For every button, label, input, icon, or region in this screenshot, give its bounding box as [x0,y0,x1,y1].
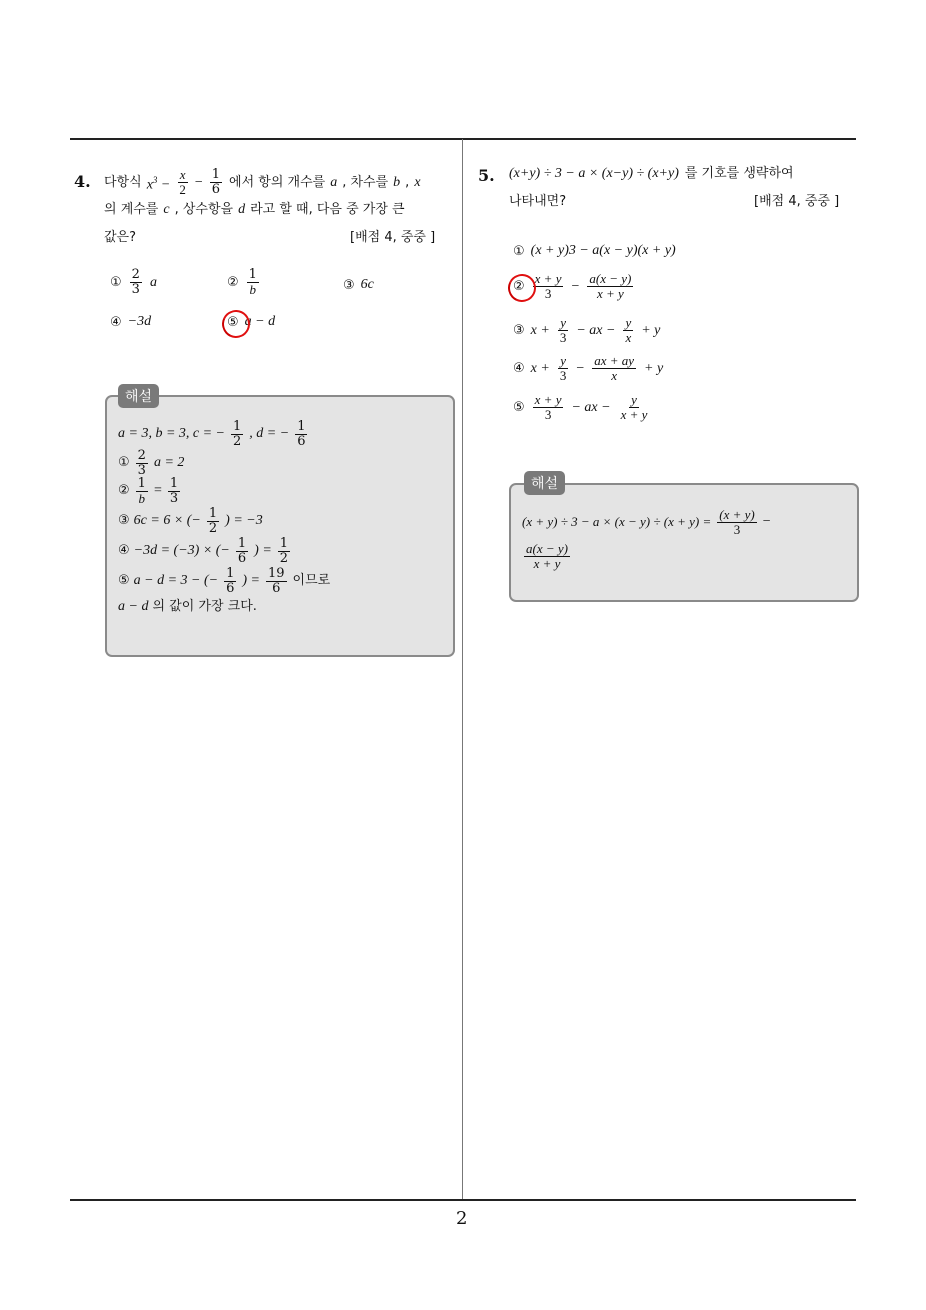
choice-1[interactable]: ① $\frac{2}{3}$ a [110,267,157,297]
choice-3[interactable]: ③ x + $\frac{y}{3}$ − ax − $\frac{y}{x}$ + y [513,315,661,345]
choice-2[interactable]: ② $\frac{1}{b}$ [227,267,257,297]
choice-5-selected[interactable]: ⑤ a − d [227,314,276,330]
question-meta: [배점 4, 중중 ] [754,194,840,209]
question-meta: [배점 4, 중중 ] [350,230,436,245]
choice-4[interactable]: ④ −3d [110,314,152,330]
choice-1[interactable]: ① (x + y)3 − a(x − y)(x + y) [513,243,676,259]
question-text-line3: 값은? [104,230,137,245]
answer-circle-mark: ② [513,279,525,294]
choice-5[interactable]: ⑤ $\frac{x + y}{3}$ − ax − $\frac{y}{x + y}$ [513,392,648,422]
choice-3[interactable]: ③ 6c [343,277,374,293]
choice-2-selected[interactable]: ② $\frac{x + y}{3}$ − $\frac{a(x - y)}{x + y}$ [513,271,632,301]
answer-circle-mark: ⑤ [227,314,239,330]
question-text-line2: 나타내면? [509,194,567,209]
solution-label: 해설 [118,384,159,408]
question-text-line2: 의 계수를 c , 상수항을 d 라고 할 때, 다음 중 가장 큰 [104,202,405,217]
question-text-line1: 다항식 $x^3$ − $\frac{x}{2}$ − $\frac{1}{6}$ 에서 항의 개수를 a , 차수를 b , x [104,167,421,198]
top-rule [70,138,856,140]
question-number: 5. [478,166,495,185]
question-text-line1: (x+y) ÷ 3 − a × (x−y) ÷ (x+y) 를 기호를 생략하여 [509,166,794,181]
bottom-rule [70,1199,856,1201]
column-divider [462,139,463,1201]
solution-body: a = 3, b = 3, c = − $\frac{1}{2}$ , d = − $\frac{1}{6}$ ① $\frac{2}{3}$ a = 2 ② $\frac{1}{b}$ = $\frac{1}{3}$ ③ 6c = 6 × (− $\frac{1}{2}$ ) = −3 ④ −3d = (−3) × (− $\frac{1}{6}$ ) = $\frac{1}{2}$ ⑤ a − d = 3 − (− $\frac{1}{6}$ ) = $\frac{19}{6}$ 이므로 a − d 의 값이 가장 크다. [118,418,331,614]
choice-4[interactable]: ④ x + $\frac{y}{3}$ − $\frac{ax + ay}{x}$ + y [513,353,664,383]
solution-body: (x + y) ÷ 3 − a × (x − y) ÷ (x + y) = $\frac{(x + y)}{3}$ − $\frac{a(x - y)}{x + y}$ [522,506,771,571]
question-number: 4. [74,172,91,191]
page-number: 2 [456,1208,468,1229]
solution-label: 해설 [524,471,565,495]
